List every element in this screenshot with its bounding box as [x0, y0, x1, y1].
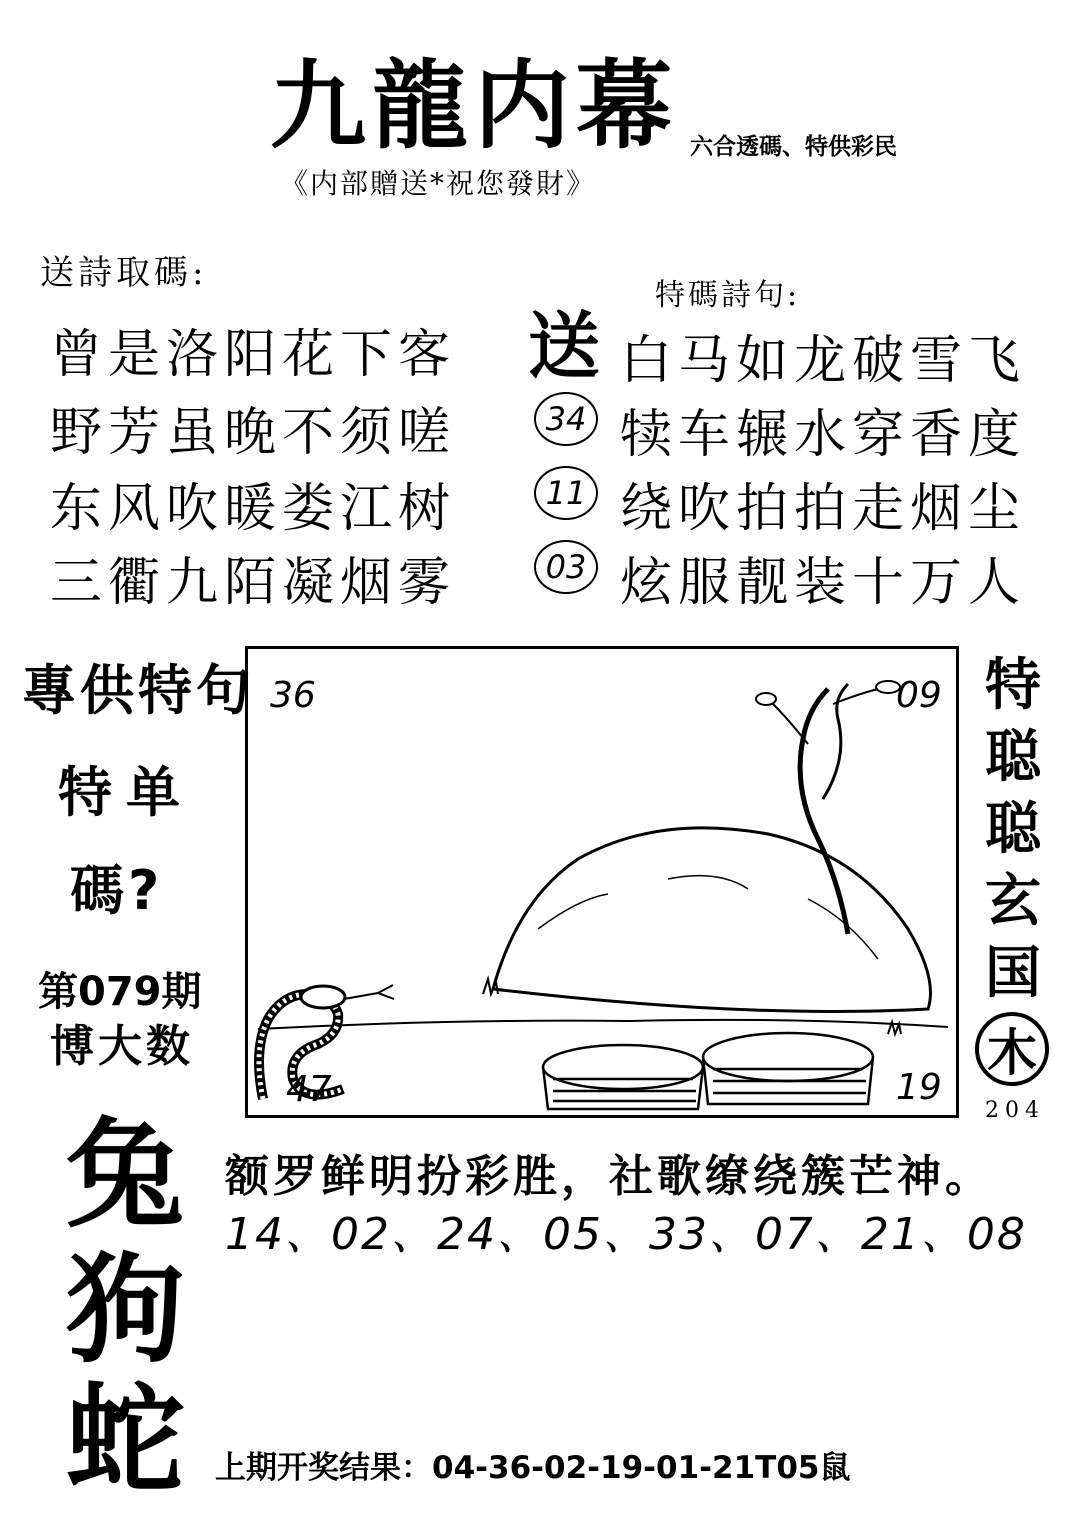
right-char-1: 特 — [985, 653, 1041, 718]
zodiac-2: 狗 — [65, 1241, 184, 1379]
special-single-question: 碼? — [70, 859, 164, 922]
poem-line-2: 野芳虽晚不须嗟 — [50, 403, 457, 463]
circled-number-2: 11 — [534, 466, 598, 520]
number-list: 14、02、24、05、33、07、21、08 — [225, 1209, 1027, 1260]
page-subtitle: 六合透碼、特供彩民 — [690, 134, 897, 160]
right-char-2: 聪 — [985, 725, 1041, 790]
right-char-4: 玄 — [985, 869, 1041, 934]
special-poem-label: 特碼詩句: — [655, 278, 801, 313]
last-draw-result: 上期开奖结果：04-36-02-19-01-21T05鼠 — [215, 1450, 851, 1486]
zodiac-1: 兔 — [65, 1106, 184, 1244]
picture-number-bottom-left: 47 — [286, 1069, 332, 1110]
poem-line-3: 东风吹暖娄江树 — [50, 479, 457, 539]
zodiac-3: 蛇 — [65, 1371, 184, 1509]
special-line-3: 绕吹拍拍走烟尘 — [620, 479, 1027, 539]
circled-number-1: 34 — [534, 392, 598, 446]
poem-label: 送詩取碼: — [40, 253, 208, 293]
element-wood-badge: 木 — [975, 1012, 1049, 1086]
special-single-label: 特单 — [58, 761, 194, 824]
special-line-2: 犊车辗水穿香度 — [620, 405, 1027, 465]
right-char-3: 聪 — [985, 797, 1041, 862]
page-title: 九龍内幕 — [270, 50, 678, 162]
song-character: 送 — [528, 304, 601, 388]
tagline: 《内部贈送*祝您發財》 — [280, 167, 597, 200]
special-line-heading: 專供特句 — [22, 659, 254, 722]
special-line-1: 白马如龙破雪飞 — [620, 331, 1027, 391]
poem-line-1: 曾是洛阳花下客 — [50, 325, 457, 385]
picture-number-top-left: 36 — [270, 675, 316, 716]
code-number: 204 — [985, 1098, 1045, 1123]
boda-label: 博大数 — [50, 1021, 194, 1072]
illustration-frame — [245, 646, 959, 1118]
picture-number-top-right: 09 — [896, 675, 942, 716]
issue-number: 第079期 — [38, 969, 202, 1015]
right-char-5: 国 — [985, 941, 1041, 1006]
special-line-4: 炫服靓装十万人 — [620, 553, 1027, 613]
snake-rock-illustration — [248, 649, 956, 1115]
poem-line-4: 三衢九陌凝烟雾 — [50, 553, 457, 613]
circled-number-3: 03 — [534, 540, 598, 594]
picture-number-bottom-right: 19 — [896, 1067, 942, 1108]
couplet-text: 额罗鲜明扮彩胜，社歌缭绕簇芒神。 — [225, 1151, 993, 1202]
